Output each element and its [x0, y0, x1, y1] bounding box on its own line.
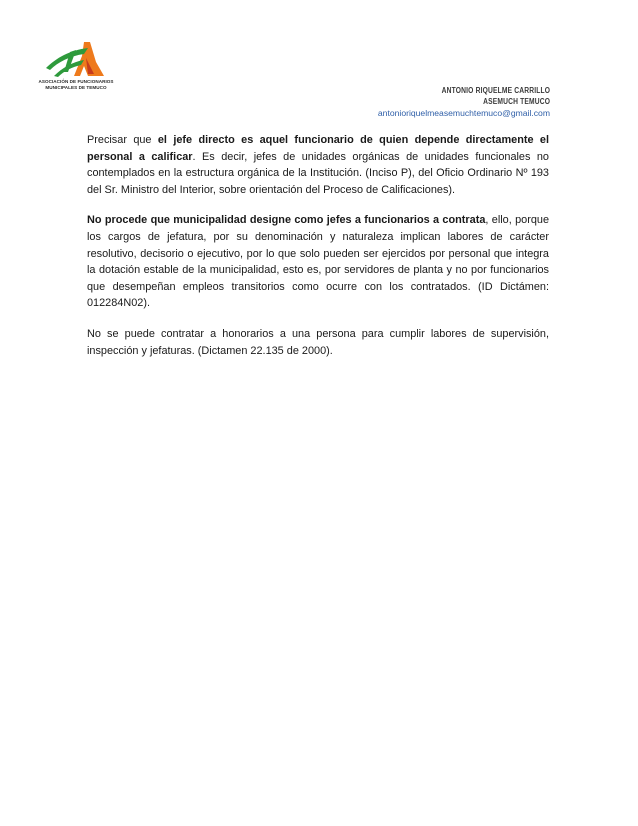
- paragraph-1-bold: el jefe directo es aquel funcionario de quien depende directamente el personal a calificar: [87, 134, 549, 163]
- author-organization: ASEMUCH TEMUCO: [483, 95, 550, 106]
- paragraph-1-intro: Precisar que: [87, 134, 158, 146]
- logo-caption-line2: MUNICIPALES DE TEMUCO: [45, 84, 107, 90]
- paragraph-1: [87, 132, 549, 198]
- author-name: ANTONIO RIQUELME CARRILLO: [441, 85, 550, 95]
- document-body: [87, 132, 549, 373]
- logo-emblem-icon: [44, 40, 108, 80]
- logo-caption: [38, 79, 114, 90]
- paragraph-1-rest: . Es decir, jefes de unidades orgánicas de unidades funcionales no contemplados en la estructura orgánica de la Institución. (Inciso P), del Oficio Ordinario Nº 193 del Sr. Ministro del Interior, sobre orientación del Proceso de Calificaciones).: [87, 150, 549, 196]
- author-email-link[interactable]: antonioriquelmeasemuchtemuco@gmail.com: [377, 108, 550, 118]
- paragraph-3: [87, 326, 549, 359]
- letterhead: [378, 85, 550, 119]
- paragraph-2-bold: No procede que municipalidad designe como jefes a funcionarios a contrata: [87, 214, 486, 227]
- paragraph-2: [87, 212, 549, 312]
- association-logo: [38, 40, 114, 98]
- paragraph-2-rest: , ello, porque los cargos de jefatura, por su denominación y naturaleza implican labores de carácter resolutivo, decisorio o ejecutivo, por lo que solo pueden ser ejercidos por personal que integra la dotación estable de la municipalidad, esto es, por servidores de planta y no por funcionarios que desempeñan empleos transitorios como ocurre con los contratados. (ID Dictámen: 012284N02).: [87, 214, 549, 310]
- paragraph-3-text: No se puede contratar a honorarios a una persona para cumplir labores de supervisión, inspección y jefaturas. (Dictamen 22.135 de 2000).: [87, 327, 549, 357]
- logo-caption-line1: ASOCIACIÓN DE FUNCIONARIOS: [38, 79, 114, 84]
